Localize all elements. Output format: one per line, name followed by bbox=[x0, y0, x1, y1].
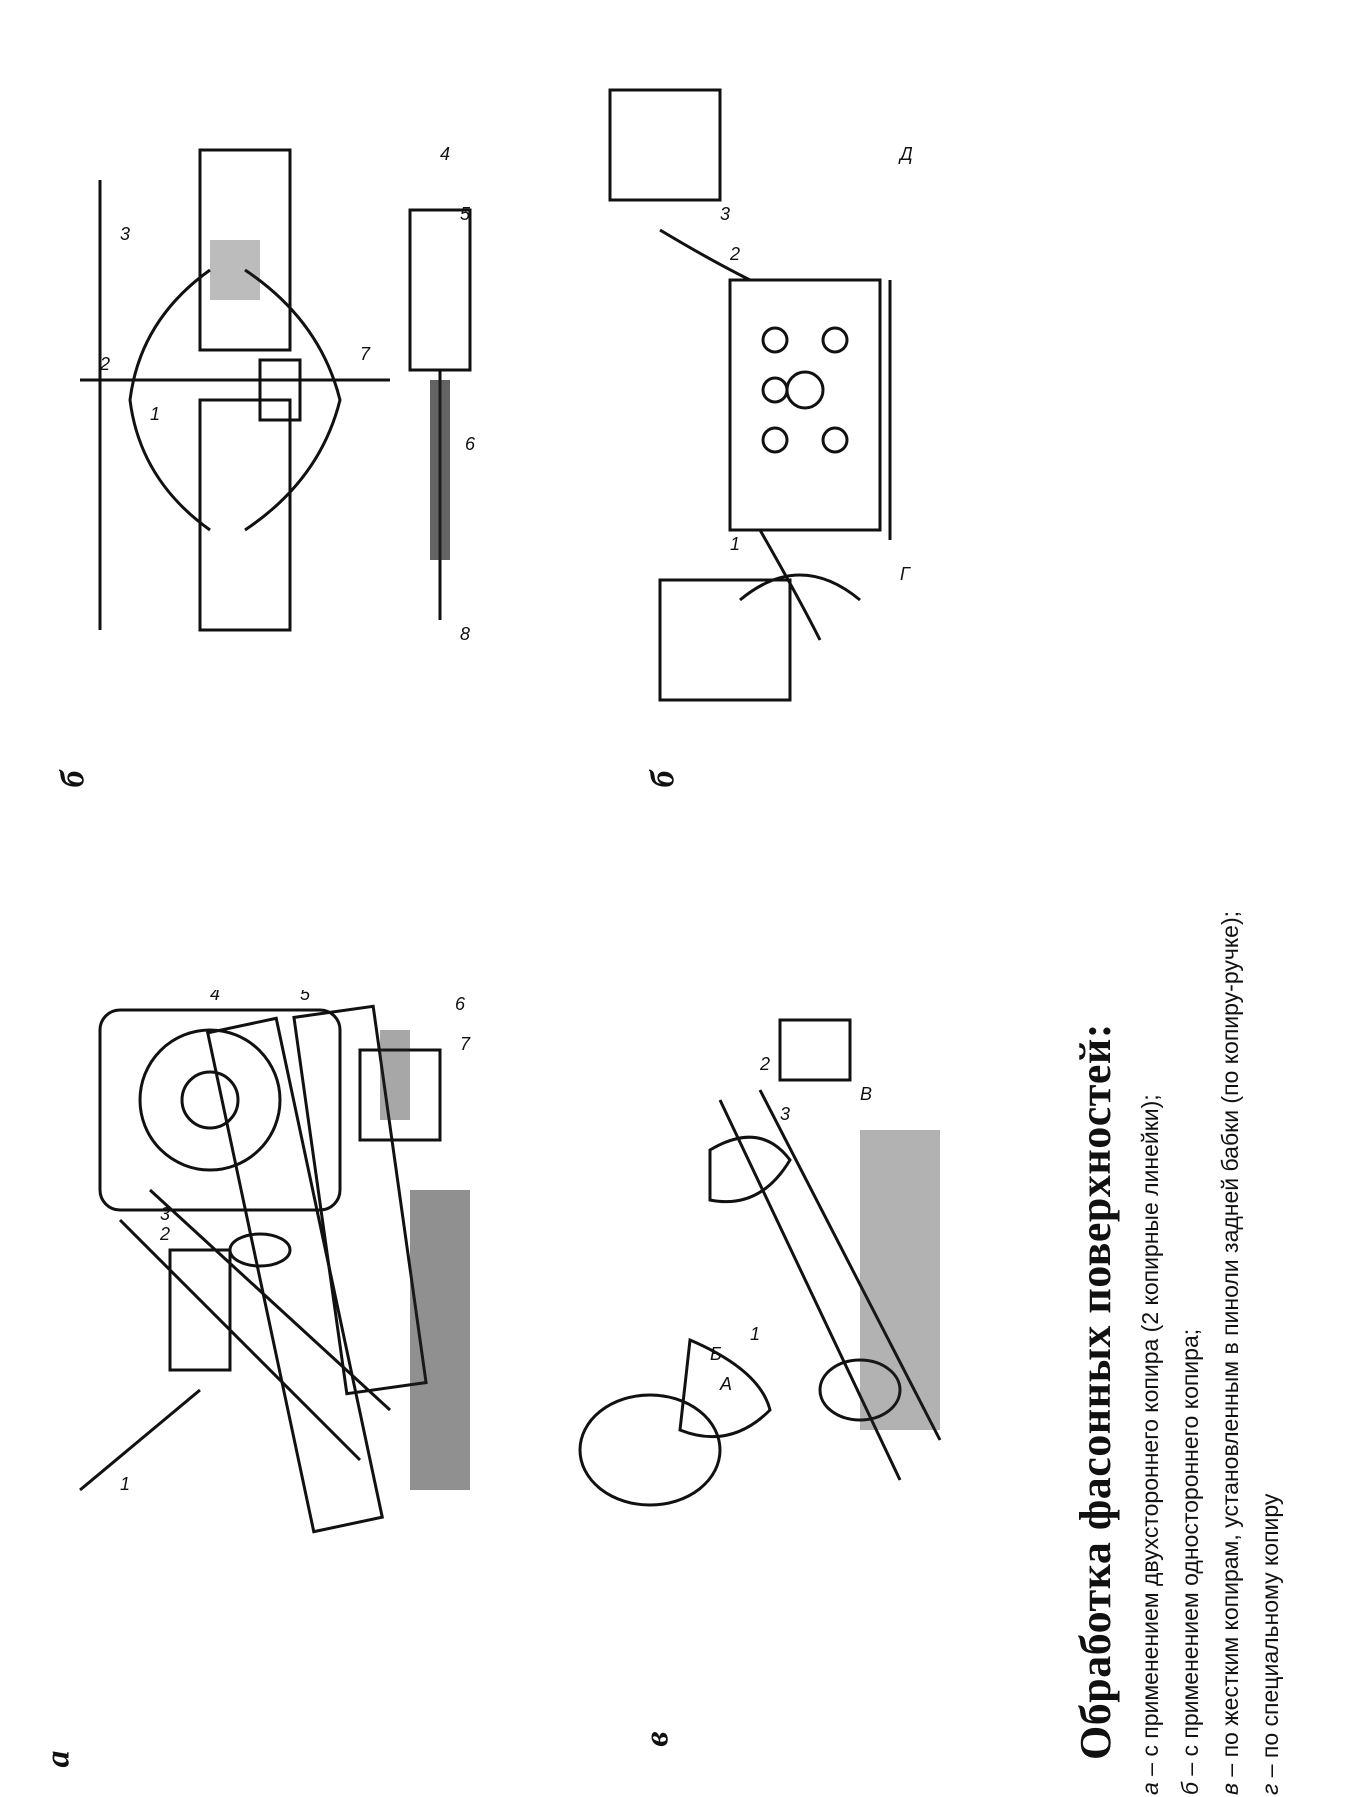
caption-a: а – с применением двухстороннего копира (2 копирные линейки); bbox=[1137, 1094, 1163, 1795]
panel-letter-v: в bbox=[638, 1731, 676, 1747]
label-2: 2 bbox=[100, 354, 111, 374]
label-1: 1 bbox=[730, 534, 741, 554]
label-3: 3 bbox=[780, 1104, 791, 1124]
figure-panel-g bbox=[600, 80, 1000, 720]
caption-list bbox=[1130, 911, 1290, 1795]
label-7: 7 bbox=[460, 1034, 471, 1054]
tailstock-copier-illustration bbox=[560, 1010, 980, 1550]
label-6: 6 bbox=[455, 994, 466, 1014]
label-5: 5 bbox=[300, 990, 311, 1004]
label-1: 1 bbox=[120, 1474, 131, 1494]
panel-letter-b: б bbox=[54, 770, 92, 788]
label-G: Г bbox=[900, 564, 910, 584]
special-copier-illustration bbox=[600, 80, 1000, 720]
panel-letter-a: а bbox=[39, 1750, 77, 1768]
page-title: Обработка фасонных поверхностей: bbox=[1071, 1023, 1120, 1760]
label-V: В bbox=[860, 1084, 873, 1104]
label-3: 3 bbox=[160, 1204, 171, 1224]
label-8: 8 bbox=[460, 624, 471, 644]
label-3: 3 bbox=[720, 204, 731, 224]
figure-panel-v bbox=[560, 1010, 980, 1550]
label-A: А bbox=[720, 1374, 733, 1394]
figure-panel-b bbox=[60, 120, 490, 680]
label-5: 5 bbox=[460, 204, 471, 224]
caption-g: г – по специальному копиру bbox=[1257, 1493, 1283, 1795]
label-4: 4 bbox=[440, 144, 451, 164]
label-4: 4 bbox=[210, 990, 221, 1004]
label-2: 2 bbox=[760, 1054, 771, 1074]
double-copier-scheme-illustration bbox=[60, 120, 490, 680]
label-D: Д bbox=[900, 144, 913, 164]
panel-letter-g: б bbox=[644, 770, 682, 788]
label-3: 3 bbox=[120, 224, 131, 244]
figure-panel-a bbox=[60, 990, 480, 1550]
label-1: 1 bbox=[150, 404, 161, 424]
label-B: Б bbox=[710, 1344, 722, 1364]
label-1: 1 bbox=[750, 1324, 761, 1344]
caption-v: в – по жестким копирам, установленным в пиноли задней бабки (по копиру-ручке); bbox=[1217, 910, 1243, 1795]
label-6: 6 bbox=[465, 434, 476, 454]
label-2: 2 bbox=[730, 244, 741, 264]
label-2: 2 bbox=[160, 1224, 171, 1244]
label-7: 7 bbox=[360, 344, 371, 364]
caption-b: б – с применением одностороннего копира; bbox=[1177, 1328, 1203, 1795]
lathe-double-copier-illustration bbox=[60, 990, 480, 1550]
